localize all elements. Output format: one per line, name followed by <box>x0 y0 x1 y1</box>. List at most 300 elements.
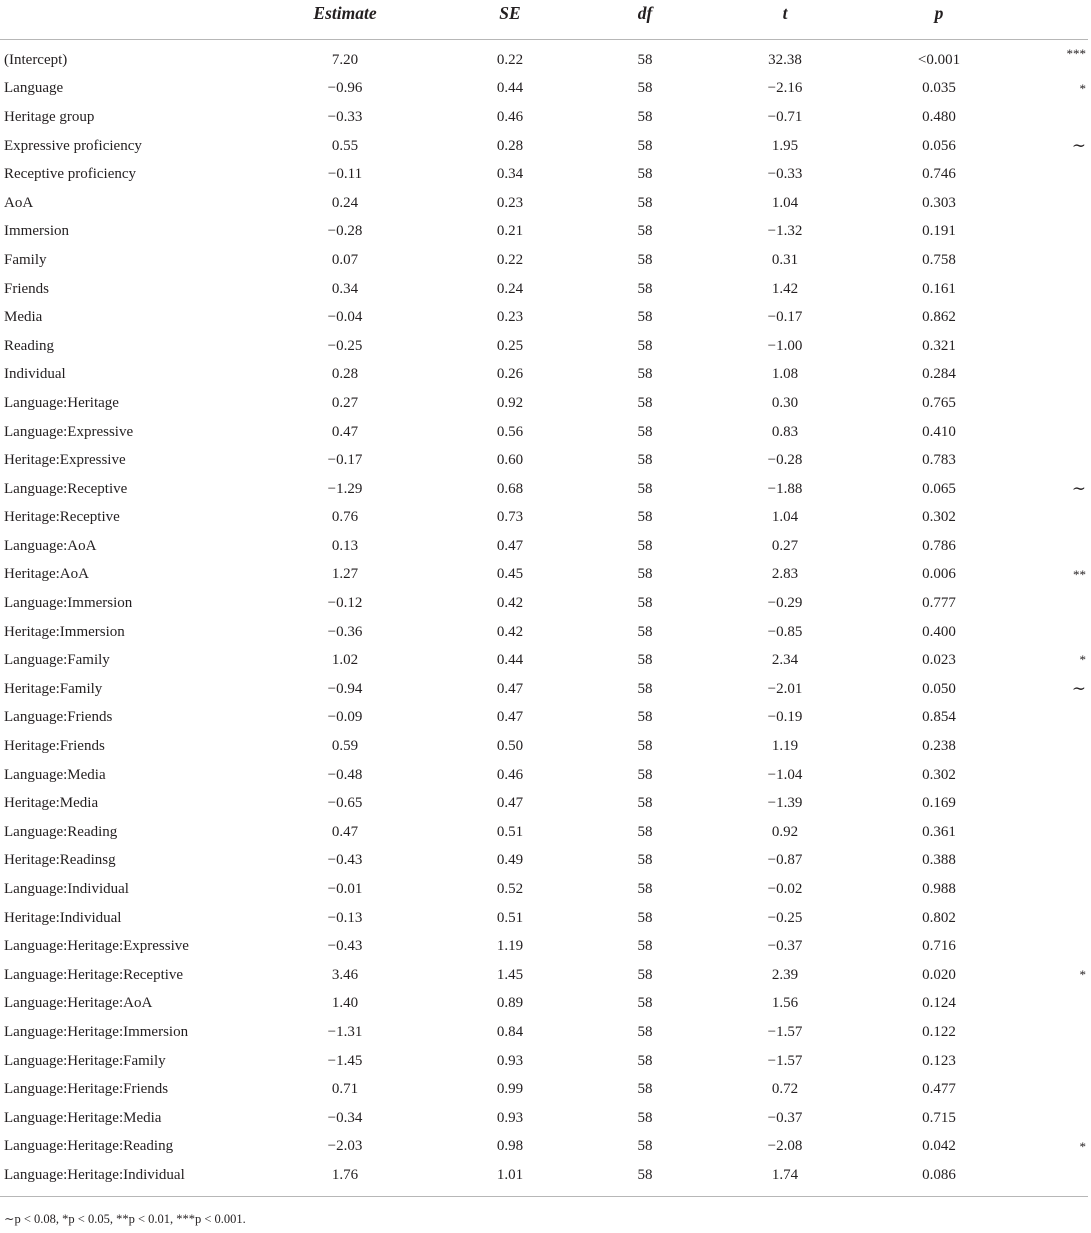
cell-term: Language:Reading <box>4 823 118 840</box>
cell-se: 0.34 <box>496 166 524 183</box>
cell-df: 58 <box>637 108 653 125</box>
table-row <box>0 332 1088 361</box>
cell-se: 0.52 <box>496 881 524 898</box>
cell-significance <box>1028 418 1088 447</box>
cell-se: 0.56 <box>496 423 524 440</box>
table-row <box>0 189 1088 218</box>
cell-significance <box>1028 990 1088 1019</box>
cell-df: 58 <box>637 1109 653 1126</box>
cell-p: 0.783 <box>922 452 956 469</box>
table-row <box>0 618 1088 647</box>
cell-p: 0.716 <box>922 938 956 955</box>
cell-term: Immersion <box>4 223 69 240</box>
cell-se: 0.93 <box>496 1109 524 1126</box>
cell-estimate: −0.04 <box>327 309 363 326</box>
cell-t: −1.32 <box>767 223 803 240</box>
cell-se: 1.19 <box>496 938 524 955</box>
cell-term: Language:Heritage:Family <box>4 1052 166 1069</box>
table-row <box>0 1161 1088 1196</box>
table-row <box>0 904 1088 933</box>
cell-df: 58 <box>637 823 653 840</box>
cell-se: 0.25 <box>496 337 524 354</box>
cell-p: 0.191 <box>922 223 956 240</box>
cell-se: 0.47 <box>496 795 524 812</box>
table-row <box>0 218 1088 247</box>
cell-t: −0.71 <box>767 108 803 125</box>
cell-df: 58 <box>637 909 653 926</box>
cell-t: 1.74 <box>720 1161 850 1196</box>
header-p: p <box>850 0 1028 40</box>
cell-significance <box>1028 904 1088 933</box>
cell-se: 0.68 <box>496 480 524 497</box>
cell-term: Language:Heritage:Expressive <box>4 938 189 955</box>
cell-t: −0.28 <box>767 452 803 469</box>
cell-estimate: −0.34 <box>327 1109 363 1126</box>
cell-p: 0.802 <box>922 909 956 926</box>
cell-significance <box>1028 532 1088 561</box>
cell-p: 0.715 <box>922 1109 956 1126</box>
table-row <box>0 475 1088 504</box>
cell-se: 0.50 <box>496 738 524 755</box>
cell-df: 58 <box>637 938 653 955</box>
cell-significance <box>1028 275 1088 304</box>
table-header-row <box>0 0 1088 40</box>
cell-estimate: 1.27 <box>331 566 359 583</box>
cell-p: 0.361 <box>922 823 956 840</box>
cell-estimate: −0.17 <box>327 452 363 469</box>
cell-p: 0.056 <box>922 137 956 154</box>
cell-estimate: −0.48 <box>327 766 363 783</box>
cell-significance <box>1028 504 1088 533</box>
cell-se: 0.60 <box>496 452 524 469</box>
cell-se: 0.23 <box>496 309 524 326</box>
cell-se: 0.44 <box>496 80 524 97</box>
cell-t: 1.95 <box>771 137 799 154</box>
header-t: t <box>720 0 850 40</box>
cell-t: −0.25 <box>767 909 803 926</box>
cell-t: 0.83 <box>771 423 799 440</box>
cell-se: 0.24 <box>496 280 524 297</box>
cell-t: 2.39 <box>771 966 799 983</box>
cell-p: <0.001 <box>917 51 961 68</box>
table-row <box>0 132 1088 161</box>
cell-se: 0.28 <box>496 137 524 154</box>
cell-df: 58 <box>637 537 653 554</box>
cell-se: 0.45 <box>496 566 524 583</box>
table-row <box>0 1133 1088 1162</box>
cell-df: 58 <box>637 423 653 440</box>
cell-significance <box>1028 789 1088 818</box>
cell-term: Family <box>4 251 47 268</box>
cell-estimate: 0.47 <box>331 423 359 440</box>
cell-t: −2.01 <box>767 680 803 697</box>
cell-t: −0.29 <box>767 595 803 612</box>
table-row <box>0 1047 1088 1076</box>
cell-se: 0.92 <box>496 394 524 411</box>
cell-df: 58 <box>637 566 653 583</box>
cell-significance <box>1028 618 1088 647</box>
cell-df: 58 <box>637 51 653 68</box>
cell-p: 0.786 <box>922 537 956 554</box>
cell-significance <box>1028 761 1088 790</box>
cell-p: 0.284 <box>922 366 956 383</box>
cell-significance <box>1028 589 1088 618</box>
cell-p: 0.303 <box>922 194 956 211</box>
cell-p: 0.124 <box>922 995 956 1012</box>
table-row <box>0 789 1088 818</box>
cell-term: Heritage:Family <box>4 680 103 697</box>
cell-estimate: −0.25 <box>327 337 363 354</box>
cell-se: 0.89 <box>496 995 524 1012</box>
cell-p: 0.042 <box>922 1138 956 1155</box>
cell-significance <box>1028 446 1088 475</box>
cell-p: 0.400 <box>922 623 956 640</box>
cell-significance <box>1028 847 1088 876</box>
cell-estimate: −1.45 <box>327 1052 363 1069</box>
cell-t: 0.31 <box>771 251 799 268</box>
table-row <box>0 675 1088 704</box>
table-row <box>0 160 1088 189</box>
cell-df: 58 <box>637 337 653 354</box>
cell-term: Heritage:Readinsg <box>4 852 116 869</box>
table-row <box>0 732 1088 761</box>
cell-estimate: 0.28 <box>331 366 359 383</box>
cell-p: 0.302 <box>922 766 956 783</box>
cell-term: Language:Heritage:AoA <box>4 995 153 1012</box>
cell-term: Language:Media <box>4 766 106 783</box>
cell-df: 58 <box>637 166 653 183</box>
table-row <box>0 504 1088 533</box>
cell-significance: * <box>1079 652 1086 668</box>
cell-t: 1.56 <box>771 995 799 1012</box>
table-row <box>0 532 1088 561</box>
cell-df: 58 <box>637 80 653 97</box>
cell-p: 0.122 <box>922 1023 956 1040</box>
cell-df: 58 <box>637 680 653 697</box>
cell-se: 0.46 <box>496 766 524 783</box>
table-row <box>0 446 1088 475</box>
cell-term: Heritage:AoA <box>4 566 89 583</box>
cell-p: 0.302 <box>922 509 956 526</box>
cell-df: 58 <box>637 881 653 898</box>
cell-estimate: −0.12 <box>327 595 363 612</box>
cell-significance <box>1028 1161 1088 1196</box>
cell-term: Receptive proficiency <box>4 166 137 183</box>
cell-term: Media <box>4 309 43 326</box>
cell-t: 0.30 <box>771 394 799 411</box>
cell-significance <box>1028 246 1088 275</box>
cell-p: 0.765 <box>922 394 956 411</box>
table-row <box>0 303 1088 332</box>
cell-df: 58 <box>570 1161 720 1196</box>
cell-se: 0.23 <box>496 194 524 211</box>
table-row <box>0 1075 1088 1104</box>
cell-p: 0.050 <box>922 680 956 697</box>
cell-se: 0.51 <box>496 909 524 926</box>
cell-term: Language <box>4 80 64 97</box>
cell-se: 0.51 <box>496 823 524 840</box>
cell-term: Language:Heritage:Media <box>4 1109 162 1126</box>
cell-estimate: −2.03 <box>327 1138 363 1155</box>
table-row <box>0 818 1088 847</box>
cell-term: Language:Heritage:Friends <box>4 1081 169 1098</box>
cell-significance <box>1028 160 1088 189</box>
cell-term: Language:Heritage:Immersion <box>4 1023 189 1040</box>
cell-significance <box>1028 389 1088 418</box>
cell-significance <box>1028 103 1088 132</box>
cell-se: 0.22 <box>496 251 524 268</box>
cell-t: 1.08 <box>771 366 799 383</box>
cell-estimate: 1.40 <box>331 995 359 1012</box>
table-footnote: ∼p < 0.08, *p < 0.05, **p < 0.01, ***p < 0.001. <box>4 1212 246 1226</box>
cell-estimate: 0.24 <box>331 194 359 211</box>
cell-significance <box>1028 218 1088 247</box>
cell-estimate: −1.29 <box>327 480 363 497</box>
cell-df: 58 <box>637 852 653 869</box>
cell-p: 0.410 <box>922 423 956 440</box>
table-row <box>0 961 1088 990</box>
cell-df: 58 <box>637 995 653 1012</box>
cell-se: 0.22 <box>496 51 524 68</box>
cell-p: 0.777 <box>922 595 956 612</box>
cell-term: Heritage:Immersion <box>4 623 125 640</box>
cell-se: 0.73 <box>496 509 524 526</box>
cell-term: Friends <box>4 280 49 297</box>
cell-t: −1.57 <box>767 1023 803 1040</box>
cell-t: 1.42 <box>771 280 799 297</box>
cell-df: 58 <box>637 652 653 669</box>
cell-estimate: −1.31 <box>327 1023 363 1040</box>
cell-significance <box>1028 332 1088 361</box>
cell-t: −0.85 <box>767 623 803 640</box>
cell-df: 58 <box>637 1081 653 1098</box>
cell-term: Language:Heritage:Receptive <box>4 966 184 983</box>
cell-t: 0.27 <box>771 537 799 554</box>
cell-t: −0.19 <box>767 709 803 726</box>
cell-estimate: 0.76 <box>331 509 359 526</box>
table-row <box>0 361 1088 390</box>
table-row <box>0 990 1088 1019</box>
cell-significance <box>1028 818 1088 847</box>
cell-t: 1.04 <box>771 194 799 211</box>
table-row <box>0 561 1088 590</box>
cell-p: 0.006 <box>922 566 956 583</box>
cell-estimate: 0.34 <box>331 280 359 297</box>
cell-t: −0.37 <box>767 938 803 955</box>
cell-t: −0.33 <box>767 166 803 183</box>
cell-term: Expressive proficiency <box>4 137 142 154</box>
cell-estimate: 1.02 <box>331 652 359 669</box>
table-row <box>0 103 1088 132</box>
cell-se: 0.26 <box>496 366 524 383</box>
cell-term: Heritage:Expressive <box>4 452 126 469</box>
cell-p: 0.123 <box>922 1052 956 1069</box>
cell-t: −0.17 <box>767 309 803 326</box>
cell-t: −1.57 <box>767 1052 803 1069</box>
cell-significance: * <box>1079 967 1086 982</box>
cell-estimate: 3.46 <box>331 966 359 983</box>
cell-p: 0.161 <box>922 280 956 297</box>
cell-se: 0.99 <box>496 1081 524 1098</box>
cell-significance: ∼ <box>1071 135 1086 155</box>
cell-estimate: −0.28 <box>327 223 363 240</box>
table-row <box>0 246 1088 275</box>
cell-t: 2.83 <box>771 566 799 583</box>
cell-term: Language:Immersion <box>4 595 133 612</box>
cell-df: 58 <box>637 280 653 297</box>
cell-term: Language:Heritage <box>4 394 119 411</box>
cell-df: 58 <box>637 309 653 326</box>
cell-t: 1.04 <box>771 509 799 526</box>
cell-significance: ** <box>1073 566 1086 582</box>
header-df: df <box>570 0 720 40</box>
cell-term: Language:AoA <box>4 537 97 554</box>
cell-significance: * <box>1079 1138 1086 1154</box>
cell-se: 0.49 <box>496 852 524 869</box>
cell-df: 58 <box>637 795 653 812</box>
cell-t: −1.88 <box>767 480 803 497</box>
header-estimate: Estimate <box>240 0 450 40</box>
cell-significance <box>1028 732 1088 761</box>
cell-se: 0.21 <box>496 223 524 240</box>
cell-p: 0.020 <box>922 966 956 983</box>
cell-df: 58 <box>637 1023 653 1040</box>
cell-estimate: −0.43 <box>327 852 363 869</box>
cell-t: −1.39 <box>767 795 803 812</box>
cell-significance <box>1028 1047 1088 1076</box>
cell-t: −1.04 <box>767 766 803 783</box>
table-row <box>0 932 1088 961</box>
cell-df: 58 <box>637 623 653 640</box>
cell-df: 58 <box>637 738 653 755</box>
cell-t: 2.34 <box>771 652 799 669</box>
cell-df: 58 <box>637 366 653 383</box>
table-row <box>0 1018 1088 1047</box>
cell-p: 0.758 <box>922 251 956 268</box>
header-significance <box>1028 0 1088 40</box>
cell-estimate: 0.59 <box>331 738 359 755</box>
cell-se: 1.45 <box>496 966 524 983</box>
cell-se: 0.98 <box>496 1138 524 1155</box>
cell-t: −2.16 <box>767 80 803 97</box>
cell-estimate: −0.33 <box>327 108 363 125</box>
cell-se: 0.84 <box>496 1023 524 1040</box>
table-row <box>0 275 1088 304</box>
cell-df: 58 <box>637 452 653 469</box>
cell-estimate: 7.20 <box>331 51 359 68</box>
cell-term: Language:Receptive <box>4 480 128 497</box>
table-row <box>0 704 1088 733</box>
cell-term: Heritage group <box>4 108 95 125</box>
cell-df: 58 <box>637 137 653 154</box>
cell-se: 0.93 <box>496 1052 524 1069</box>
cell-significance <box>1028 1075 1088 1104</box>
cell-p: 0.854 <box>922 709 956 726</box>
cell-significance <box>1028 875 1088 904</box>
cell-t: 1.19 <box>771 738 799 755</box>
table-row <box>0 589 1088 618</box>
cell-term: Language:Heritage:Reading <box>4 1138 174 1155</box>
cell-p: 0.480 <box>922 108 956 125</box>
cell-se: 0.47 <box>496 709 524 726</box>
cell-estimate: 0.27 <box>331 394 359 411</box>
cell-term: AoA <box>4 194 34 211</box>
cell-estimate: −0.11 <box>327 166 363 183</box>
cell-term: Individual <box>4 366 66 383</box>
cell-t: 0.92 <box>771 823 799 840</box>
cell-term: Language:Expressive <box>4 423 134 440</box>
cell-se: 0.44 <box>496 652 524 669</box>
cell-estimate: −0.65 <box>327 795 363 812</box>
cell-p: 0.065 <box>922 480 956 497</box>
cell-t: −2.08 <box>767 1138 803 1155</box>
table-row <box>0 418 1088 447</box>
header-term <box>0 0 240 40</box>
cell-term: Language:Family <box>4 652 110 669</box>
cell-se: 0.42 <box>496 623 524 640</box>
cell-se: 0.47 <box>496 537 524 554</box>
cell-term: Language:Heritage:Individual <box>0 1161 240 1196</box>
cell-df: 58 <box>637 509 653 526</box>
cell-significance <box>1028 1104 1088 1133</box>
cell-significance: ∼ <box>1071 478 1086 498</box>
cell-significance <box>1028 1018 1088 1047</box>
table-row <box>0 646 1088 675</box>
cell-p: 0.086 <box>850 1161 1028 1196</box>
cell-df: 58 <box>637 394 653 411</box>
cell-p: 0.035 <box>922 80 956 97</box>
header-se: SE <box>450 0 570 40</box>
cell-estimate: −0.09 <box>327 709 363 726</box>
cell-p: 0.746 <box>922 166 956 183</box>
cell-se: 1.01 <box>450 1161 570 1196</box>
cell-df: 58 <box>637 480 653 497</box>
cell-t: −1.00 <box>767 337 803 354</box>
table-row <box>0 761 1088 790</box>
cell-p: 0.988 <box>922 881 956 898</box>
cell-estimate: 0.71 <box>331 1081 359 1098</box>
cell-p: 0.862 <box>922 309 956 326</box>
cell-estimate: 0.47 <box>331 823 359 840</box>
cell-df: 58 <box>637 1052 653 1069</box>
cell-p: 0.023 <box>922 652 956 669</box>
cell-t: −0.87 <box>767 852 803 869</box>
cell-term: (Intercept) <box>4 51 68 68</box>
table-row <box>0 1104 1088 1133</box>
cell-significance <box>1028 704 1088 733</box>
cell-estimate: −0.13 <box>327 909 363 926</box>
cell-significance: ∼ <box>1071 679 1086 699</box>
cell-estimate: 1.76 <box>240 1161 450 1196</box>
cell-t: −0.02 <box>767 881 803 898</box>
cell-df: 58 <box>637 194 653 211</box>
cell-significance: * <box>1079 80 1086 96</box>
cell-term: Language:Friends <box>4 709 113 726</box>
table-row <box>0 847 1088 876</box>
cell-p: 0.388 <box>922 852 956 869</box>
cell-p: 0.477 <box>922 1081 956 1098</box>
cell-significance <box>1028 303 1088 332</box>
cell-estimate: −0.01 <box>327 881 363 898</box>
cell-estimate: −0.36 <box>327 623 363 640</box>
cell-df: 58 <box>637 1138 653 1155</box>
table-body <box>0 40 1088 1197</box>
cell-se: 0.47 <box>496 680 524 697</box>
cell-term: Reading <box>4 337 54 354</box>
cell-term: Heritage:Friends <box>4 738 105 755</box>
cell-significance <box>1028 189 1088 218</box>
cell-df: 58 <box>637 709 653 726</box>
